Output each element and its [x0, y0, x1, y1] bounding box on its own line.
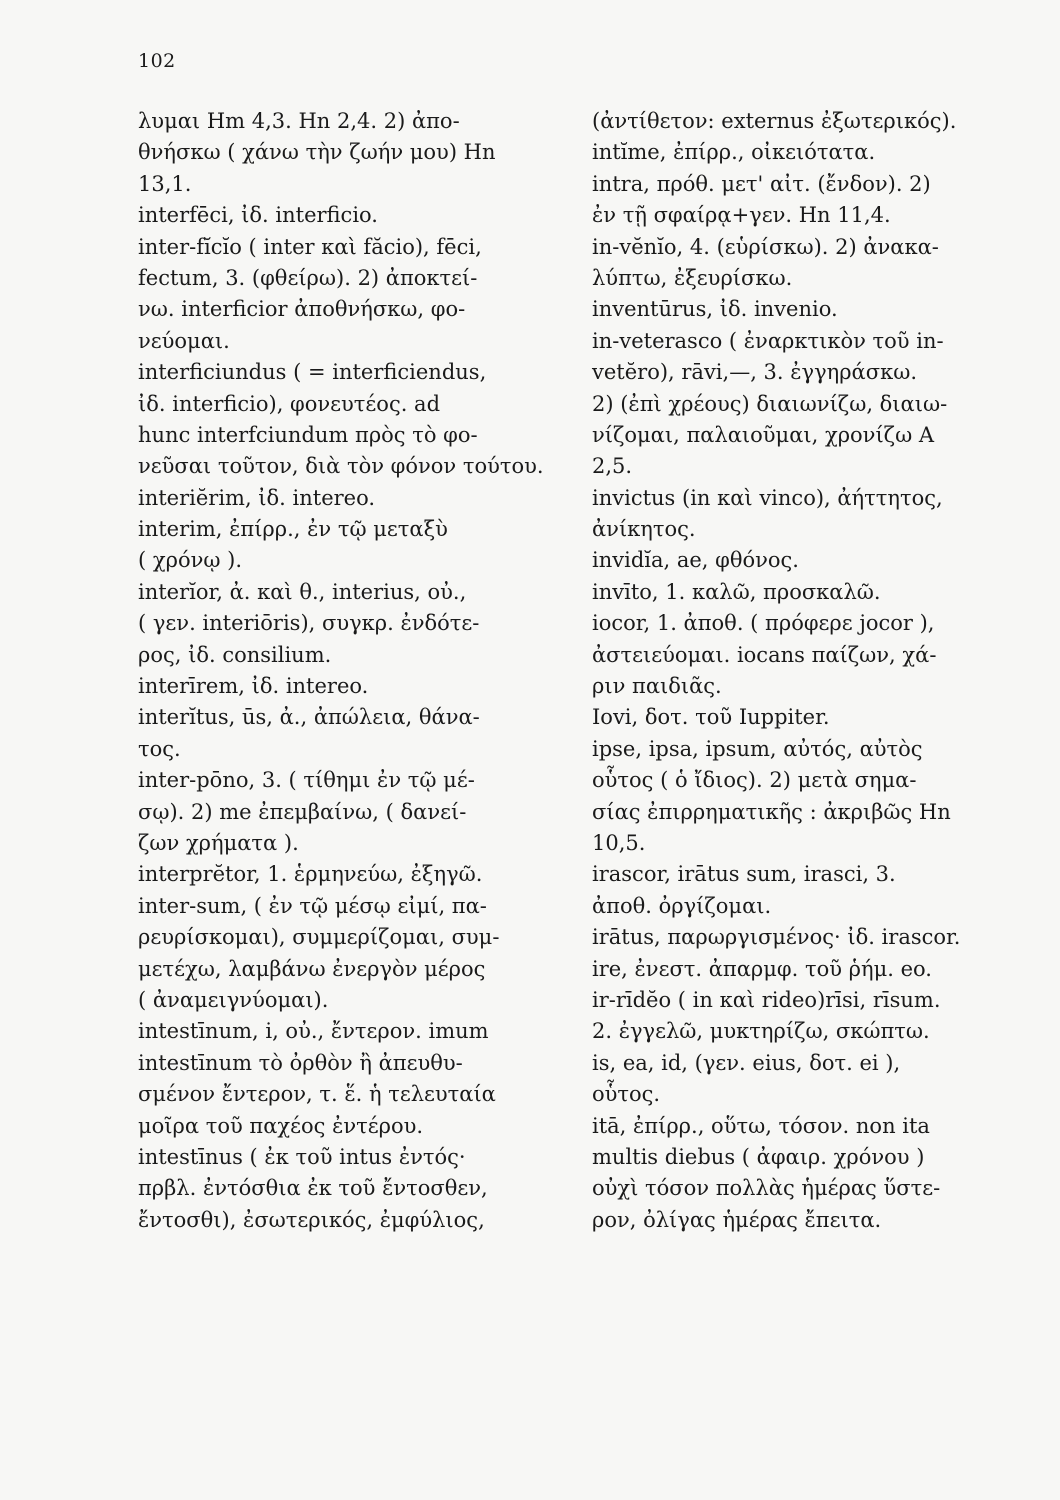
text-line: ἀνίκητος.	[592, 517, 696, 542]
text-line: λύπτω, ἐξευρίσκω.	[592, 265, 793, 290]
text-line: ( ἀναμειγνύομαι).	[138, 987, 329, 1012]
page-number: 102	[138, 50, 176, 72]
text-line: invīto, 1. καλῶ, προσκαλῶ.	[592, 579, 881, 604]
text-line: interprĕtor, 1. ἑρμηνεύω, ἐξηγῶ.	[138, 862, 483, 887]
text-line: intĭme, ἐπίρρ., οἰκειότατα.	[592, 140, 876, 165]
text-line: ἀστειεύομαι. iocans παίζων, χά-	[592, 642, 937, 667]
text-line: ζων χρήματα ).	[138, 830, 299, 855]
text-line: 13,1.	[138, 171, 192, 196]
text-line: ἐν τῇ σφαίρᾳ+γεν. Hn 11,4.	[592, 203, 891, 228]
text-line: νω. interficior ἀποθνήσκω, φο-	[138, 297, 466, 322]
text-line: ἀποθ. ὀργίζομαι.	[592, 893, 772, 918]
text-line: invidĭa, ae, φθόνος.	[592, 548, 799, 573]
text-line: ir-rīdĕo ( in καὶ rideo)rīsi, rīsum.	[592, 987, 941, 1012]
text-line: interim, ἐπίρρ., ἐν τῷ μεταξὺ	[138, 517, 448, 542]
text-line: 2) (ἐπὶ χρέους) διαιωνίζω, διαιω-	[592, 391, 948, 416]
text-line: ρευρίσκομαι), συμμερίζομαι, συμ-	[138, 925, 500, 950]
text-line: μετέχω, λαμβάνω ἐνεργὸν μέρος	[138, 956, 486, 981]
text-line: in-vĕnĭo, 4. (εὑρίσκω). 2) ἀνακα-	[592, 234, 939, 259]
text-line: irātus, παρωργισμένος· ἰδ. irascor.	[592, 925, 961, 950]
text-line: interfēci, ἰδ. interficio.	[138, 203, 378, 228]
text-line: Iovi, δοτ. τοῦ Iuppiter.	[592, 705, 830, 730]
text-line: ἔντοσθι), ἐσωτερικός, ἐμφύλιος,	[138, 1207, 485, 1232]
text-line: vetĕro), rāvi,—, 3. ἐγγηράσκω.	[592, 360, 917, 385]
text-line: multis diebus ( ἀφαιρ. χρόνου )	[592, 1144, 925, 1169]
text-line: interiĕrim, ἰδ. intereo.	[138, 485, 376, 510]
text-line: irascor, irātus sum, irasci, 3.	[592, 862, 896, 887]
text-line: οὐχὶ τόσον πολλὰς ἡμέρας ὕστε-	[592, 1176, 941, 1201]
text-line: ἰδ. interficio), φονευτέος. ad	[138, 391, 441, 416]
text-line: is, ea, id, (γεν. eius, δοτ. ei ),	[592, 1050, 901, 1075]
text-line: νεῦσαι τοῦτον, διὰ τὸν φόνον τούτου.	[138, 454, 544, 479]
text-line: interĭtus, ūs, ἀ., ἀπώλεια, θάνα-	[138, 705, 480, 730]
text-line: μοῖρα τοῦ παχέος ἐντέρου.	[138, 1113, 424, 1138]
text-line: fectum, 3. (φθείρω). 2) ἀποκτεί-	[138, 265, 478, 290]
text-line: νίζομαι, παλαιοῦμαι, χρονίζω A	[592, 422, 935, 447]
text-line: interficiundus ( = interficiendus,	[138, 360, 487, 385]
text-line: intestīnus ( ἐκ τοῦ intus ἐντός·	[138, 1144, 466, 1169]
text-line: σῳ). 2) me ἐπεμβαίνω, ( δανεί-	[138, 799, 467, 824]
text-line: τος.	[138, 736, 181, 761]
text-line: interīrem, ἰδ. intereo.	[138, 674, 369, 699]
text-line: inter-fĭcĭo ( inter καὶ făcio), fēci,	[138, 234, 482, 259]
text-line: iocor, 1. ἀποθ. ( πρόφερε jocor ),	[592, 611, 935, 636]
text-line: σμένον ἔντερον, τ. ἕ. ἡ τελευταία	[138, 1082, 496, 1107]
text-line: πρβλ. ἐντόσθια ἐκ τοῦ ἔντοσθεν,	[138, 1176, 488, 1201]
text-line: (ἀντίθετον: externus ἐξωτερικός).	[592, 109, 957, 133]
text-line: λυμαι Hm 4,3. Hn 2,4. 2) ἀπο-	[138, 109, 460, 133]
text-line: ( γεν. interiōris), συγκρ. ἐνδότε-	[138, 611, 480, 636]
text-line: ρον, ὀλίγας ἡμέρας ἔπειτα.	[592, 1207, 882, 1232]
text-line: intra, πρόθ. μετ' αἰτ. (ἔνδον). 2)	[592, 171, 931, 196]
left-column	[138, 106, 578, 1236]
text-line: νεύομαι.	[138, 328, 230, 353]
text-line: in-veterasco ( ἐναρκτικὸν τοῦ in-	[592, 328, 944, 353]
text-line: 2,5.	[592, 454, 633, 479]
text-line: inter-pōno, 3. ( τίθημι ἐν τῷ μέ-	[138, 768, 475, 793]
text-line: ριν παιδιᾶς.	[592, 674, 722, 699]
text-line: 2. ἐγγελῶ, μυκτηρίζω, σκώπτω.	[592, 1019, 930, 1044]
text-line: inventūrus, ἰδ. invenio.	[592, 297, 838, 322]
text-line: interĭor, ἀ. καὶ θ., interius, οὐ.,	[138, 579, 467, 604]
text-line: ( χρόνῳ ).	[138, 548, 243, 573]
text-line: θνήσκω ( χάνω τὴν ζωήν μου) Hn	[138, 140, 496, 165]
text-line: hunc interfciundum πρὸς τὸ φο-	[138, 422, 478, 447]
text-line: οὗτος.	[592, 1082, 661, 1107]
right-column	[592, 106, 1032, 1236]
text-line: intestīnum τὸ ὀρθὸν ἢ ἀπευθυ-	[138, 1050, 463, 1075]
text-line: οὗτος ( ὁ ἴδιος). 2) μετὰ σημα-	[592, 768, 917, 793]
text-line: invictus (in καὶ vinco), ἀήττητος,	[592, 485, 943, 510]
text-line: ire, ἐνεστ. ἀπαρμφ. τοῦ ῥήμ. eo.	[592, 956, 932, 981]
text-line: intestīnum, i, οὐ., ἔντερον. imum	[138, 1019, 489, 1044]
text-line: ipse, ipsa, ipsum, αὐτός, αὐτὸς	[592, 736, 923, 761]
text-line: σίας ἐπιρρηματικῆς : ἀκριβῶς Hn	[592, 799, 951, 824]
text-line: inter-sum, ( ἐν τῷ μέσῳ εἰμί, πα-	[138, 893, 487, 918]
text-line: itā, ἐπίρρ., οὕτω, τόσον. non ita	[592, 1113, 930, 1138]
text-line: 10,5.	[592, 830, 646, 855]
text-line: ρος, ἰδ. consilium.	[138, 642, 332, 667]
